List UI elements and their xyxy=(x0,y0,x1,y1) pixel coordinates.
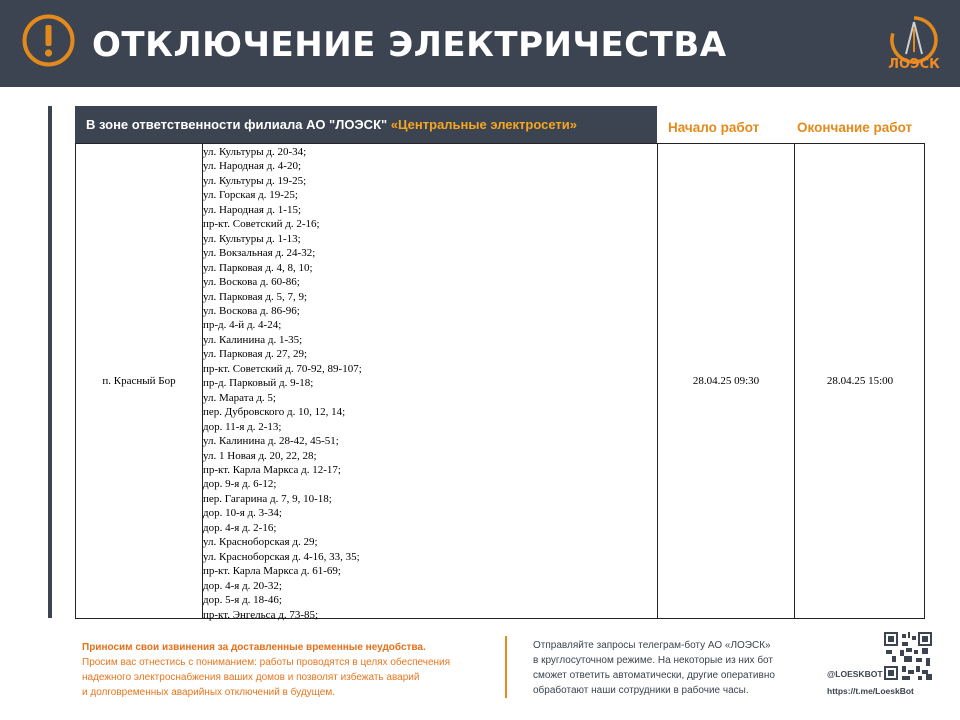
street-item: пр-кт. Советский д. 2-16; xyxy=(203,218,320,231)
street-item: ул. Культуры д. 1-13; xyxy=(203,232,301,245)
column-header-end: Окончание работ xyxy=(797,120,913,135)
street-item: ул. 1 Новая д. 20, 22, 28; xyxy=(203,449,317,462)
bot-link[interactable]: https://t.me/LoeskBot xyxy=(827,686,914,696)
street-item: ул. Красноборская д. 29; xyxy=(203,536,318,549)
town-cell: п. Красный Бор xyxy=(102,375,176,387)
zone-branch: «Центральные электросети» xyxy=(390,117,577,132)
street-item: ул. Народная д. 1-15; xyxy=(203,203,302,216)
apology-line: Просим вас отнестись с пониманием: работы проводятся в целях обеспечения xyxy=(82,657,451,668)
zone-header xyxy=(75,106,657,143)
apology-lead: Приносим свои извинения за доставленные временные неудобства. xyxy=(82,642,426,653)
accent-bar xyxy=(48,106,52,618)
street-item: ул. Воскова д. 60-86; xyxy=(203,276,300,289)
apology-note xyxy=(82,640,492,700)
bot-handle: @LOESKBOT xyxy=(827,669,883,679)
street-item: ул. Культуры д. 20-34; xyxy=(203,146,307,158)
outage-table xyxy=(75,143,925,619)
street-item: ул. Народная д. 4-20; xyxy=(203,160,302,173)
street-item: пр-кт. Советский д. 70-92, 89-107; xyxy=(203,362,362,375)
street-item: дор. 5-я д. 18-46; xyxy=(203,594,282,607)
street-item: дор. 4-я д. 20-32; xyxy=(203,579,282,592)
end-time-cell: 28.04.25 15:00 xyxy=(826,375,894,387)
zone-prefix: В зоне ответственности филиала АО "ЛОЭСК" xyxy=(86,117,388,132)
street-item: ул. Парковая д. 4, 8, 10; xyxy=(203,261,313,274)
apology-line: надежного электроснабжения ваших домов и позволят избежать аварий xyxy=(82,672,420,683)
street-item: ул. Парковая д. 27, 29; xyxy=(203,348,308,361)
street-item: пр-кт. Карла Маркса д. 12-17; xyxy=(203,463,341,476)
street-item: дор. 4-я д. 2-16; xyxy=(203,521,277,534)
qr-code-icon[interactable] xyxy=(884,632,932,680)
street-item: ул. Воскова д. 86-96; xyxy=(203,304,300,317)
street-item: ул. Калинина д. 28-42, 45-51; xyxy=(203,435,339,448)
street-item: ул. Культуры д. 19-25; xyxy=(203,174,307,187)
streets-list xyxy=(203,145,653,622)
bot-info-line: обработают наши сотрудники в рабочие часы. xyxy=(533,685,749,696)
street-item: ул. Марата д. 5; xyxy=(203,391,276,404)
street-item: пр-д. 4-й д. 4-24; xyxy=(203,319,282,332)
street-item: ул. Красноборская д. 4-16, 33, 35; xyxy=(203,550,360,563)
street-item: ул. Калинина д. 1-35; xyxy=(203,333,303,346)
street-item: пр-д. Парковый д. 9-18; xyxy=(203,377,314,390)
page-header xyxy=(0,0,960,87)
street-item: дор. 9-я д. 6-12; xyxy=(203,478,277,491)
column-header-start: Начало работ xyxy=(668,120,760,135)
logo-text: ЛОЭСК xyxy=(888,57,940,72)
bot-info-line: в круглосуточном режиме. На некоторые из них бот xyxy=(533,655,773,666)
bot-info-line: сможет ответить автоматически, другие оперативно xyxy=(533,670,775,681)
street-item: пер. Гагарина д. 7, 9, 10-18; xyxy=(203,492,332,505)
street-item: ул. Горская д. 19-25; xyxy=(203,189,298,202)
page-title: ОТКЛЮЧЕНИЕ ЭЛЕКТРИЧЕСТВА xyxy=(92,25,727,65)
bot-info xyxy=(533,638,813,698)
street-item: пер. Дубровского д. 10, 12, 14; xyxy=(203,406,346,419)
street-item: дор. 11-я д. 2-13; xyxy=(203,420,282,433)
apology-line: и долговременных аварийных отключений в будущем. xyxy=(82,687,335,698)
bot-info-line: Отправляйте запросы телеграм-боту АО «ЛОЭСК» xyxy=(533,640,771,651)
start-time-cell: 28.04.25 09:30 xyxy=(692,375,760,387)
street-item: пр-кт. Энгельса д. 73-85; xyxy=(203,608,319,621)
footer-divider xyxy=(505,636,507,698)
street-item: ул. Парковая д. 5, 7, 9; xyxy=(203,290,308,303)
exclamation-icon xyxy=(21,13,76,68)
street-item: пр-кт. Карла Маркса д. 61-69; xyxy=(203,565,341,578)
street-item: ул. Вокзальная д. 24-32; xyxy=(203,247,316,260)
street-item: дор. 10-я д. 3-34; xyxy=(203,507,282,520)
